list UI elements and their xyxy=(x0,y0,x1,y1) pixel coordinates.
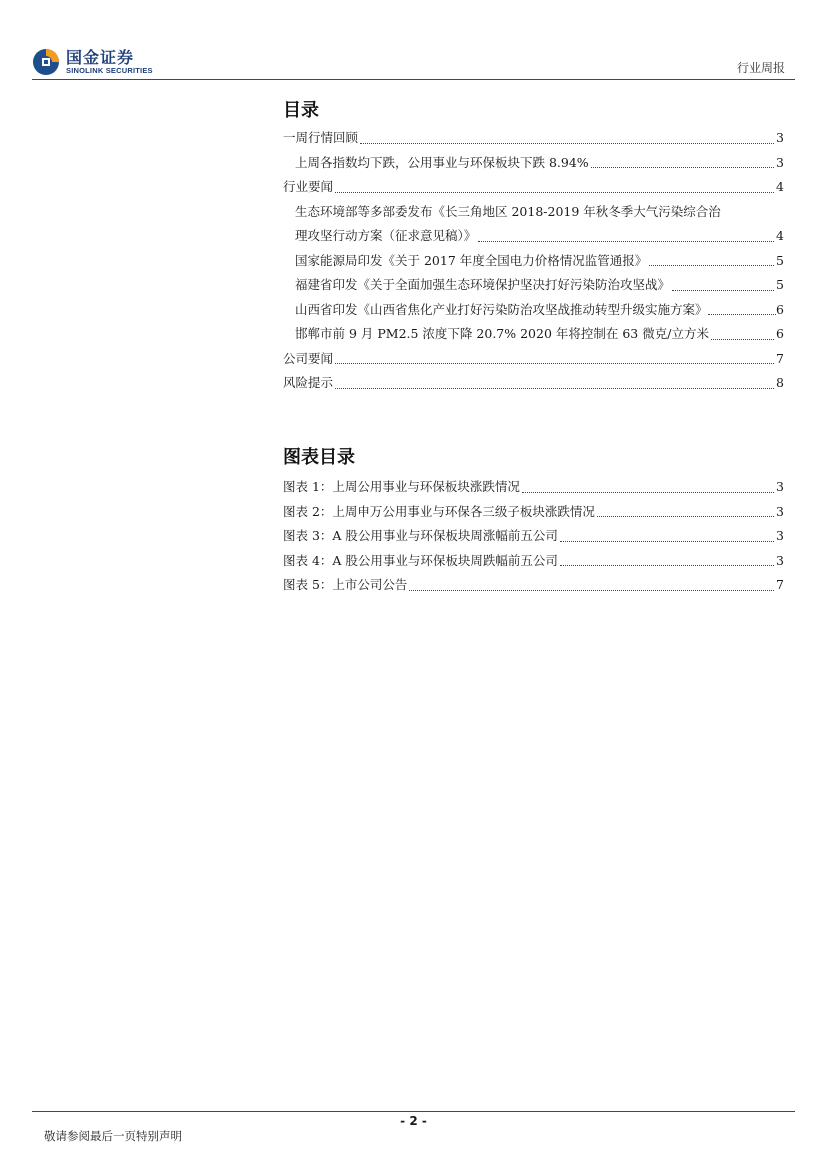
toc-entry-page: 4 xyxy=(776,179,784,194)
dot-leader xyxy=(560,565,774,566)
figure-entry-text: 图表 3：A 股公用事业与环保板块周涨幅前五公司 xyxy=(283,528,558,543)
toc-entry[interactable] xyxy=(283,273,784,298)
toc-entry[interactable] xyxy=(283,347,784,372)
page-header xyxy=(0,0,827,82)
dot-leader xyxy=(560,541,774,542)
logo-en-text: SINOLINK SECURITIES xyxy=(66,66,153,75)
toc-entry-line2[interactable] xyxy=(283,224,784,249)
dot-leader xyxy=(708,314,777,315)
dot-leader xyxy=(591,167,774,168)
toc-entry[interactable] xyxy=(283,126,784,151)
figures-section xyxy=(283,444,784,598)
dot-leader xyxy=(409,590,774,591)
toc-entry-page: 6 xyxy=(776,326,784,341)
figure-entry[interactable] xyxy=(283,549,784,574)
toc-entry-text: 生态环境部等多部委发布《长三角地区 2018-2019 年秋冬季大气污染综合治 xyxy=(295,203,721,219)
toc-entry-page: 4 xyxy=(776,228,784,243)
dot-leader xyxy=(649,265,774,266)
document-type: 行业周报 xyxy=(736,61,785,75)
toc-entry-text: 上周各指数均下跌，公用事业与环保板块下跌 8.94% xyxy=(295,154,589,170)
dot-leader xyxy=(335,388,774,389)
dot-leader xyxy=(522,492,774,493)
dot-leader xyxy=(672,290,774,291)
toc-section xyxy=(283,97,784,396)
toc-entry[interactable] xyxy=(283,371,784,396)
toc-entry-text: 风险提示 xyxy=(283,375,334,390)
toc-entry[interactable] xyxy=(283,249,784,274)
dot-leader xyxy=(335,363,774,364)
toc-entry[interactable] xyxy=(283,298,784,323)
figure-entry-text: 图表 5：上市公司公告 xyxy=(283,577,408,592)
toc-entry-text: 公司要闻 xyxy=(283,350,334,366)
logo-mark-icon xyxy=(32,48,60,76)
toc-entry-text: 国家能源局印发《关于 2017 年度全国电力价格情况监管通报》 xyxy=(295,252,648,268)
toc-entry-text: 理攻坚行动方案（征求意见稿）》 xyxy=(295,228,477,243)
figure-entry-text: 图表 1：上周公用事业与环保板块涨跌情况 xyxy=(283,479,520,494)
dot-leader xyxy=(597,516,774,517)
figures-title: 图表目录 xyxy=(283,447,355,468)
header-divider xyxy=(32,79,795,80)
figure-entry[interactable] xyxy=(283,475,784,500)
figure-entry-page: 3 xyxy=(776,503,784,519)
company-logo xyxy=(32,46,153,78)
figure-entry-page: 3 xyxy=(776,528,784,543)
toc-entry-page: 6 xyxy=(776,301,784,317)
toc-entry-line1[interactable] xyxy=(283,200,784,225)
figure-entry-text: 图表 2：上周申万公用事业与环保各三级子板块涨跌情况 xyxy=(283,503,595,519)
toc-entry-page: 5 xyxy=(776,252,784,268)
toc-entry[interactable] xyxy=(283,151,784,176)
toc-entry-text: 福建省印发《关于全面加强生态环境保护坚决打好污染防治攻坚战》 xyxy=(295,277,671,292)
page-number: - 2 - xyxy=(400,1114,427,1128)
dot-leader xyxy=(478,241,774,242)
dot-leader xyxy=(711,339,774,340)
toc-entry-text: 一周行情回顾 xyxy=(283,130,359,145)
figure-entry[interactable] xyxy=(283,500,784,525)
figure-entry[interactable] xyxy=(283,573,784,598)
toc-title: 目录 xyxy=(283,100,319,121)
dot-leader xyxy=(360,143,774,144)
toc-entry[interactable] xyxy=(283,322,784,347)
figure-entry-page: 3 xyxy=(776,552,784,568)
logo-cn-text: 国金证券 xyxy=(66,48,135,67)
figure-entry-page: 3 xyxy=(776,479,784,494)
toc-entry-page: 3 xyxy=(776,130,784,145)
toc-entry-text: 邯郸市前 9 月 PM2.5 浓度下降 20.7% 2020 年将控制在 63 微克/立方米 xyxy=(295,326,709,341)
figure-entry[interactable] xyxy=(283,524,784,549)
toc-entry-text: 山西省印发《山西省焦化产业打好污染防治攻坚战推动转型升级实施方案》 xyxy=(295,301,708,317)
dot-leader xyxy=(335,192,774,193)
figure-entry-page: 7 xyxy=(776,577,784,592)
disclaimer-note: 敬请参阅最后一页特别声明 xyxy=(44,1129,182,1143)
toc-entry-text: 行业要闻 xyxy=(283,179,334,194)
toc-entry-page: 3 xyxy=(776,154,784,170)
toc-entry-page: 8 xyxy=(776,375,784,390)
toc-entry-page: 7 xyxy=(776,350,784,366)
footer-divider xyxy=(32,1111,795,1112)
toc-entry[interactable] xyxy=(283,175,784,200)
toc-entry-page: 5 xyxy=(776,277,784,292)
figure-entry-text: 图表 4：A 股公用事业与环保板块周跌幅前五公司 xyxy=(283,552,558,568)
